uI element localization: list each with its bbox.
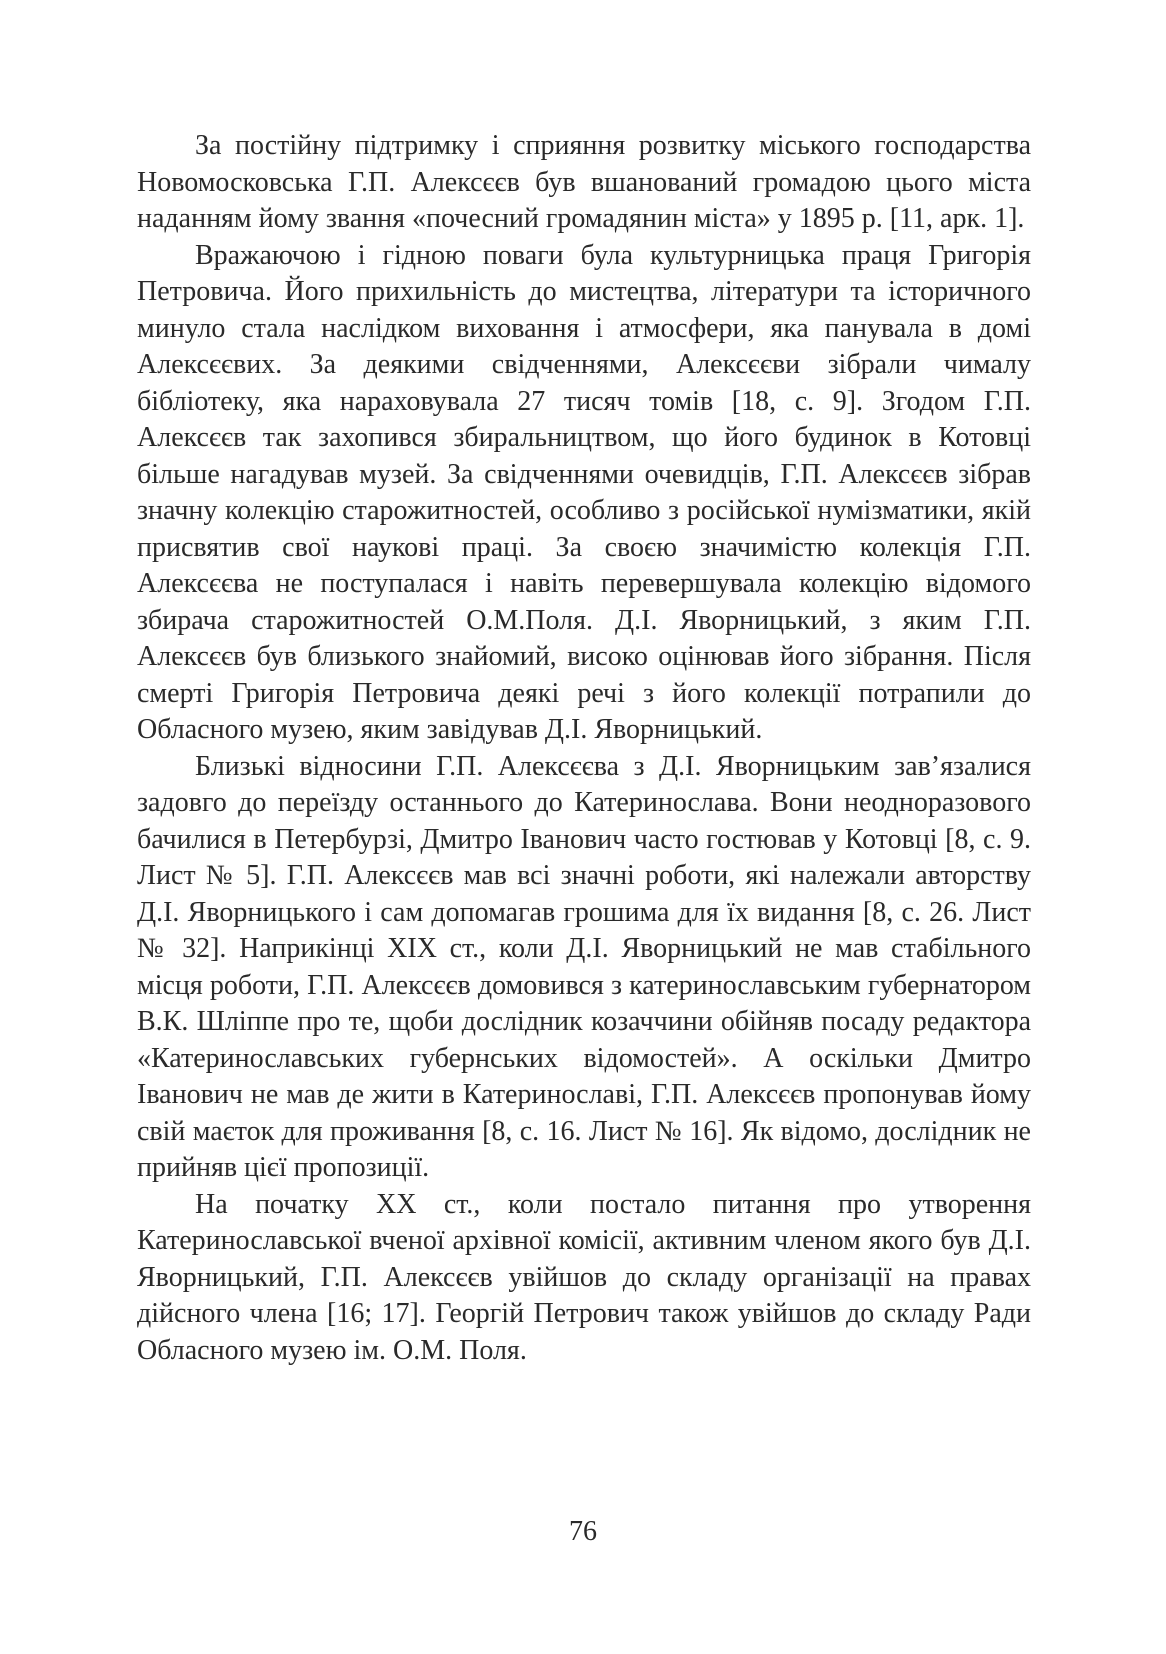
paragraph-2: Вражаючою і гідною поваги була культурницька праця Григорія Петровича. Його прихильність до мистецтва, літератури та історичного минуло стала наслідком виховання і атмосфери, яка панувала в домі Алексєєвих. За деякими свідченнями, Алексєєви зібрали чималу бібліотеку, яка нараховувала 27 тисяч томів [18, с. 9]. Згодом Г.П. Алексєєв так захопився збиральництвом, що його будинок в Котовці більше нагадував музей. За свідченнями очевидців, Г.П. Алексєєв зібрав значну колекцію старожитностей, особливо з російської нумізматики, якій присвятив свої наукові праці. За своєю значимістю колекція Г.П. Алексєєва не поступалася і навіть перевершувала колекцію відомого збирача старожитностей О.М.Поля. Д.І. Яворницький, з яким Г.П. Алексєєв був близького знайомий, високо оцінював його зібрання. Після смерті Григорія Петровича деякі речі з його колекції потрапили до Обласного музею, яким завідував Д.І. Яворницький. [137,239,1031,745]
page-number: 76 [569,1516,597,1547]
paragraph-4: На початку ХХ ст., коли постало питання про утворення Катеринославської вченої архівної комісії, активним членом якого був Д.І. Яворницький, Г.П. Алексєєв увійшов до складу організації на правах дійсного члена [16; 17]. Георгій Петрович також увійшов до складу Ради Обласного музею ім. О.М. Поля. [137,1188,1031,1366]
paragraph-3: Близькі відносини Г.П. Алексєєва з Д.І. Яворницьким зав’язалися задовго до переїзду останнього до Катеринослава. Вони неодноразового бачилися в Петербурзі, Дмитро Іванович часто гостював у Котовці [8, с. 9. Лист № 5]. Г.П. Алексєєв мав всі значні роботи, які належали авторству Д.І. Яворницького і сам допомагав грошима для їх видання [8, с. 26. Лист № 32]. Наприкінці ХІХ ст., коли Д.І. Яворницький не мав стабільного місця роботи, Г.П. Алексєєв домовився з катеринославським губернатором В.К. Шліппе про те, щоби дослідник козаччини обійняв посаду редактора «Катеринославських губернських відомостей». А оскільки Дмитро Іванович не мав де жити в Катеринославі, Г.П. Алексєєв пропонував йому свій маєток для проживання [8, с. 16. Лист № 16]. Як відомо, дослідник не прийняв цієї пропозиції. [137,750,1031,1183]
body-text [137,128,1031,1369]
paragraph-1: За постійну підтримку і сприяння розвитку міського господарства Новомосковська Г.П. Алексєєв був вшанований громадою цього міста наданням йому звання «почесний громадянин міста» у 1895 р. [11, арк. 1]. [137,130,1031,234]
